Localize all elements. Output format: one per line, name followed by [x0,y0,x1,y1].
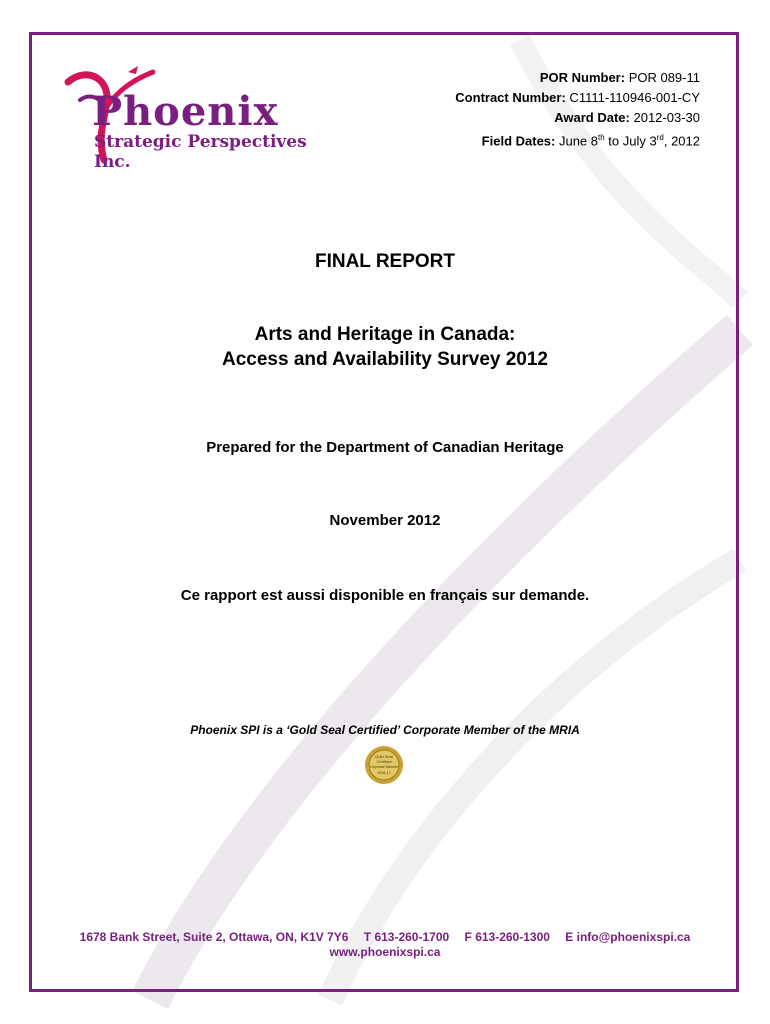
report-title [0,322,770,372]
field-dates-end-suffix: rd [656,133,664,142]
footer-website[interactable]: www.phoenixspi.ca [329,945,441,959]
logo-wordmark: Phoenix [92,88,279,135]
award-date-value: 2012-03-30 [629,110,700,125]
seal-line2: Certified [376,759,392,764]
report-title-line2: Access and Availability Survey 2012 [222,349,548,370]
report-heading: FINAL REPORT [314,251,456,272]
seal-line3: Corporate Member [369,765,399,769]
field-dates-start: June 8 [555,133,599,149]
logo-tagline: Strategic Perspectives Inc. [94,132,307,172]
contract-number-value: C1111-110946-001-CY [565,90,700,105]
contract-number-label: Contract Number: [455,90,566,105]
footer-email[interactable]: E info@phoenixspi.ca [565,930,691,944]
field-dates-end: to July 3 [604,133,657,149]
field-dates-start-suffix: th [598,133,605,142]
field-dates-label: Field Dates: [481,133,556,149]
report-metadata [455,68,700,151]
por-number-label: POR Number: [539,70,626,85]
footer-address: 1678 Bank Street, Suite 2, Ottawa, ON, K1V 7Y6 [79,930,349,944]
gold-seal-icon [362,745,406,785]
contract-number-line [455,88,700,108]
por-number-line [455,68,700,88]
seal-line4: 2016-17 [377,771,391,775]
footer-contact [0,930,770,960]
prepared-for: Prepared for the Department of Canadian Heritage [206,439,564,456]
report-title-line1: Arts and Heritage in Canada: [254,324,516,345]
mria-membership-note: Phoenix SPI is a ‘Gold Seal Certified’ Corporate Member of the MRIA [190,723,580,737]
field-dates-line [455,128,700,151]
field-dates-year: , 2012 [663,133,700,149]
french-availability-note: Ce rapport est aussi disponible en français sur demande. [180,587,590,604]
award-date-line [455,108,700,128]
award-date-label: Award Date: [554,110,630,125]
footer-fax: F 613-260-1300 [464,930,550,944]
footer-line1 [0,930,770,945]
seal-line1: Gold Seal [375,754,393,759]
por-number-value: POR 089-11 [625,70,700,85]
footer-phone: T 613-260-1700 [363,930,450,944]
report-date: November 2012 [329,512,441,529]
phoenix-logo [58,60,348,170]
